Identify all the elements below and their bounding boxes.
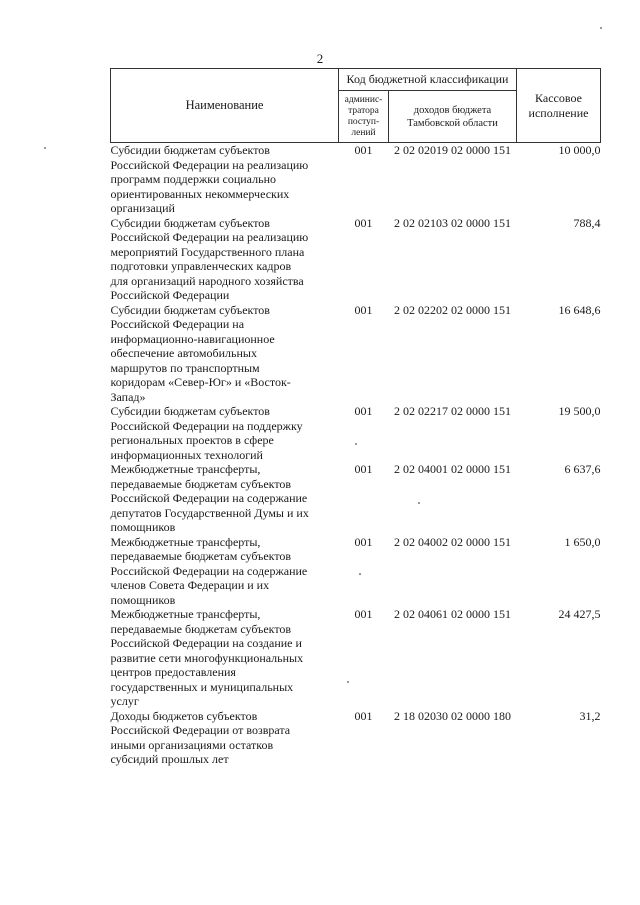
row-name-line: иными организациями остатков [110,737,274,752]
row-name-line: Межбюджетные трансферты, [110,607,261,621]
row-admin-code: 001 [354,143,373,157]
row-amount: 19 500,0 [558,404,601,418]
row-name-line: коридорам «Север-Юг» и «Восток- [110,375,291,389]
table-row [111,709,601,767]
budget-revenue-table [110,68,601,767]
table-row [111,216,601,303]
row-amount: 1 650,0 [564,534,601,549]
row-name-line: Субсидии бюджетам субъектов [110,143,270,157]
row-name [111,143,339,216]
row-name [111,607,339,709]
table-row [111,607,601,709]
row-name-line: Российской Федерации на реализацию [110,230,309,244]
table-header [111,69,601,143]
row-income-code: 2 18 02030 02 0000 180 [394,708,511,723]
row-income-code: 2 02 02103 02 0000 151 [394,215,511,230]
row-admin-code: 001 [354,607,373,621]
row-name [111,216,339,303]
table-row [111,143,601,216]
table-row [111,404,601,462]
row-admin-code: 001 [354,462,373,476]
header-admin-line: поступ- [347,116,380,127]
row-name-line: помощников [110,592,176,607]
row-name-line: Запад» [110,389,146,404]
row-name-line: передаваемые бюджетам субъектов [110,476,292,491]
row-amount: 24 427,5 [558,607,601,621]
row-name-line: региональных проектов в сфере [110,433,274,447]
header-execution [517,69,601,143]
header-execution-line: исполнение [528,105,589,120]
scan-speck [44,147,46,149]
row-admin-code: 001 [354,404,373,418]
row-name-line: Российской Федерации на реализацию [110,157,309,172]
row-name-line: программ поддержки социально [110,172,276,186]
row-name-line: Межбюджетные трансферты, [110,534,261,549]
row-name-line: передаваемые бюджетам субъектов [110,549,292,563]
row-name-line: маршрутов по транспортным [110,360,260,375]
row-name-line: подготовки управленческих кадров [110,259,292,273]
row-income-code: 2 02 02019 02 0000 151 [394,143,511,157]
row-name-line: Российской Федерации на содержание [110,491,308,505]
row-name-line: помощников [110,520,176,534]
table-row [111,535,601,608]
row-amount: 31,2 [579,708,601,723]
header-income [389,91,517,143]
row-admin-code: 001 [354,215,373,230]
row-admin-code: 001 [354,534,373,549]
header-classification-code: Код бюджетной классификации [339,69,517,91]
page-number: 2 [316,51,324,66]
row-name [111,404,339,462]
header-name: Наименование [111,69,339,143]
row-name-line: информационных технологий [110,447,263,462]
row-name-line: депутатов Государственной Думы и их [110,505,309,520]
row-name-line: мероприятий Государственного плана [110,244,305,259]
row-name [111,462,339,535]
row-amount: 788,4 [573,215,601,230]
header-income-line: доходов бюджета [413,104,492,116]
row-name-line: членов Совета Федерации и их [110,578,270,592]
row-income-code: 2 02 02202 02 0000 151 [394,302,511,317]
row-name-line: Российской Федерации на содержание [110,563,308,578]
header-execution-line: Кассовое [535,90,582,105]
row-name-line: Российской Федерации на [110,317,245,331]
scan-speck [347,681,349,683]
header-admin-line: админис- [344,94,383,105]
header-admin-line: лений [351,127,376,138]
row-name-line: ориентированных некоммерческих [110,186,290,201]
row-name-line: услуг [110,694,139,708]
row-amount: 6 637,6 [564,462,601,476]
row-name-line: Субсидии бюджетам субъектов [110,404,270,418]
row-name-line: Доходы бюджетов субъектов [110,708,258,723]
row-income-code: 2 02 04001 02 0000 151 [394,462,511,476]
table-row [111,303,601,405]
row-amount: 10 000,0 [558,143,601,157]
row-name-line: развитие сети многофункциональных [110,650,304,665]
row-name-line: Российской Федерации на создание и [110,636,302,650]
scan-speck [359,573,361,575]
row-name-line: Российской Федерации на поддержку [110,418,303,433]
row-name-line: обеспечение автомобильных [110,346,257,360]
row-admin-code: 001 [354,302,373,317]
row-admin-code: 001 [354,708,373,723]
scan-speck [355,443,357,445]
header-admin [339,91,389,143]
row-name-line: передаваемые бюджетам субъектов [110,621,292,636]
row-name-line: Субсидии бюджетам субъектов [110,302,270,317]
row-name-line: Межбюджетные трансферты, [110,462,261,476]
row-income-code: 2 02 02217 02 0000 151 [394,404,511,418]
row-name-line: организаций [110,201,175,215]
row-income-code: 2 02 04002 02 0000 151 [394,534,511,549]
header-admin-line: тратора [348,105,379,116]
row-name [111,303,339,405]
row-name-line: государственных и муниципальных [110,679,294,694]
row-name-line: центров предоставления [110,665,236,679]
scan-speck [418,502,420,504]
scan-speck [600,27,602,29]
header-income-line: Тамбовской области [407,117,498,129]
row-name [111,535,339,608]
row-name [111,709,339,767]
row-name-line: для организаций народного хозяйства [110,273,304,288]
row-income-code: 2 02 04061 02 0000 151 [394,607,511,621]
row-name-line: информационно-навигационное [110,331,275,346]
row-name-line: Российской Федерации от возврата [110,723,291,737]
row-name-line: субсидий прошлых лет [110,752,229,766]
row-amount: 16 648,6 [558,302,601,317]
row-name-line: Российской Федерации [110,288,230,302]
table-row [111,462,601,535]
row-name-line: Субсидии бюджетам субъектов [110,215,270,230]
